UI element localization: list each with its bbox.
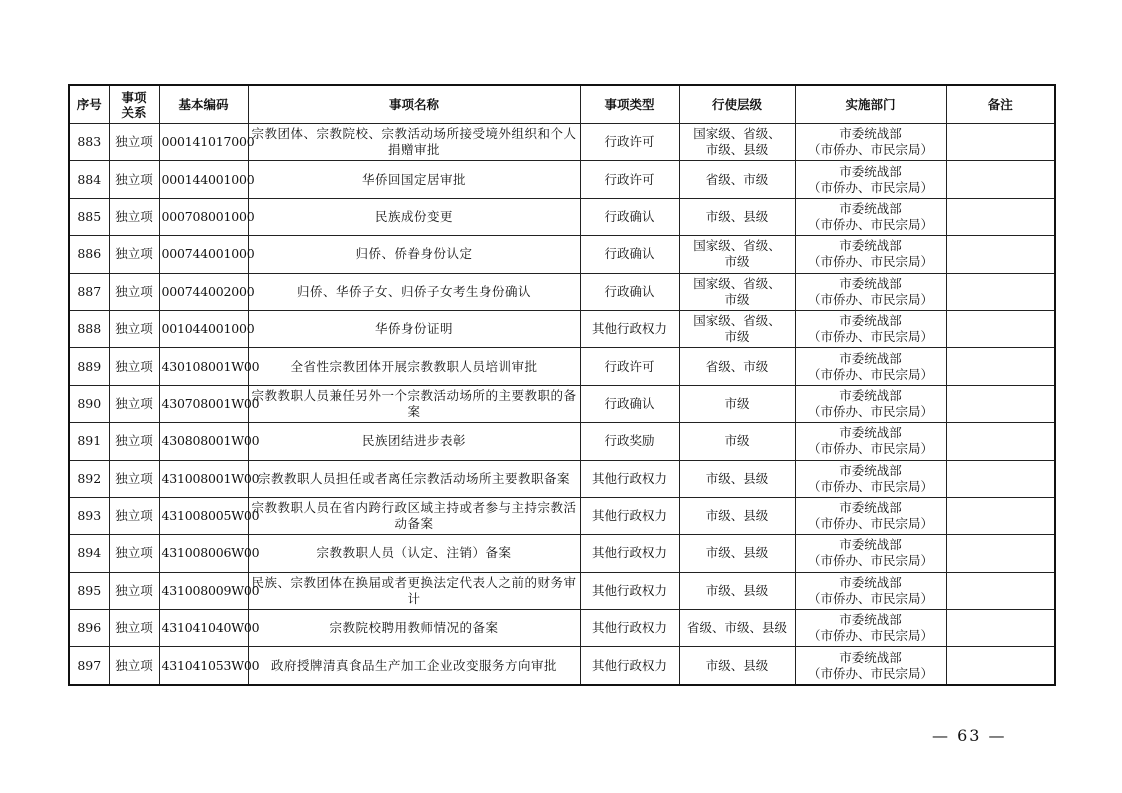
level-cell: 市级、县级	[679, 198, 795, 235]
code-cell: 001044001000	[159, 310, 248, 347]
level-cell: 省级、市级	[679, 348, 795, 385]
department-subname: （市侨办、市民宗局）	[807, 553, 933, 569]
item-name-cell: 民族团结进步表彰	[248, 423, 580, 460]
department-cell	[795, 348, 946, 385]
row-number: 893	[69, 497, 109, 534]
item-name-cell: 全省性宗教团体开展宗教教职人员培训审批	[248, 348, 580, 385]
department-subname: （市侨办、市民宗局）	[807, 254, 933, 270]
department-cell	[795, 273, 946, 310]
table-row	[69, 348, 1055, 385]
relation-cell: 独立项	[109, 460, 159, 497]
item-type-cell: 行政确认	[580, 198, 679, 235]
level-cell: 市级	[679, 385, 795, 422]
relation-cell: 独立项	[109, 610, 159, 647]
department-subname: （市侨办、市民宗局）	[807, 628, 933, 644]
item-type-cell: 其他行政权力	[580, 310, 679, 347]
table-header-row	[69, 85, 1055, 124]
level-cell: 市级	[679, 423, 795, 460]
department-cell	[795, 310, 946, 347]
department-name: 市委统战部	[839, 500, 902, 516]
note-cell	[946, 497, 1055, 534]
item-name-cell: 民族、宗教团体在换届或者更换法定代表人之前的财务审计	[248, 572, 580, 609]
department-name: 市委统战部	[839, 238, 902, 254]
note-cell	[946, 310, 1055, 347]
relation-cell: 独立项	[109, 423, 159, 460]
table-row	[69, 273, 1055, 310]
header-cell: 实施部门	[795, 85, 946, 124]
code-cell: 430708001W00	[159, 385, 248, 422]
department-subname: （市侨办、市民宗局）	[807, 216, 933, 232]
row-number: 887	[69, 273, 109, 310]
row-number: 883	[69, 124, 109, 161]
relation-cell: 独立项	[109, 647, 159, 685]
code-cell: 430108001W00	[159, 348, 248, 385]
level-cell: 国家级、省级、 市级	[679, 310, 795, 347]
relation-cell: 独立项	[109, 348, 159, 385]
item-type-cell: 行政确认	[580, 385, 679, 422]
item-type-cell: 行政奖励	[580, 423, 679, 460]
level-cell: 市级、县级	[679, 497, 795, 534]
code-cell: 431041053W00	[159, 647, 248, 685]
row-number: 892	[69, 460, 109, 497]
item-name-cell: 宗教教职人员担任或者离任宗教活动场所主要教职备案	[248, 460, 580, 497]
level-cell: 国家级、省级、 市级	[679, 236, 795, 273]
department-subname: （市侨办、市民宗局）	[807, 403, 933, 419]
level-cell: 省级、市级	[679, 161, 795, 198]
item-name-cell: 宗教院校聘用教师情况的备案	[248, 610, 580, 647]
item-name-cell: 宗教团体、宗教院校、宗教活动场所接受境外组织和个人捐赠审批	[248, 124, 580, 161]
department-cell	[795, 497, 946, 534]
table-row	[69, 161, 1055, 198]
row-number: 896	[69, 610, 109, 647]
department-subname: （市侨办、市民宗局）	[807, 665, 933, 681]
department-cell	[795, 161, 946, 198]
department-cell	[795, 423, 946, 460]
department-name: 市委统战部	[839, 612, 902, 628]
code-cell: 000744001000	[159, 236, 248, 273]
table-row	[69, 647, 1055, 685]
item-name-cell: 政府授牌清真食品生产加工企业改变服务方向审批	[248, 647, 580, 685]
level-cell: 市级、县级	[679, 647, 795, 685]
code-cell: 430808001W00	[159, 423, 248, 460]
department-name: 市委统战部	[839, 649, 902, 665]
department-name: 市委统战部	[839, 537, 902, 553]
item-type-cell: 其他行政权力	[580, 572, 679, 609]
item-type-cell: 行政许可	[580, 348, 679, 385]
department-subname: （市侨办、市民宗局）	[807, 142, 933, 158]
department-name: 市委统战部	[839, 574, 902, 590]
code-cell: 431041040W00	[159, 610, 248, 647]
code-cell: 000144001000	[159, 161, 248, 198]
item-name-cell: 华侨回国定居审批	[248, 161, 580, 198]
item-type-cell: 其他行政权力	[580, 535, 679, 572]
table-row	[69, 497, 1055, 534]
department-subname: （市侨办、市民宗局）	[807, 291, 933, 307]
note-cell	[946, 198, 1055, 235]
table-row	[69, 535, 1055, 572]
row-number: 888	[69, 310, 109, 347]
item-type-cell: 行政许可	[580, 124, 679, 161]
department-cell	[795, 460, 946, 497]
row-number: 890	[69, 385, 109, 422]
note-cell	[946, 236, 1055, 273]
code-cell: 431008006W00	[159, 535, 248, 572]
page-number: — 63 —	[932, 726, 1007, 745]
item-type-cell: 其他行政权力	[580, 610, 679, 647]
item-name-cell: 宗教教职人员（认定、注销）备案	[248, 535, 580, 572]
row-number: 889	[69, 348, 109, 385]
table-row	[69, 610, 1055, 647]
relation-cell: 独立项	[109, 310, 159, 347]
department-cell	[795, 124, 946, 161]
code-cell: 431008001W00	[159, 460, 248, 497]
department-subname: （市侨办、市民宗局）	[807, 366, 933, 382]
code-cell: 000708001000	[159, 198, 248, 235]
row-number: 895	[69, 572, 109, 609]
table-row	[69, 124, 1055, 161]
document-table-container	[68, 84, 1056, 686]
table-row	[69, 572, 1055, 609]
note-cell	[946, 385, 1055, 422]
level-cell: 省级、市级、县级	[679, 610, 795, 647]
department-name: 市委统战部	[839, 313, 902, 329]
item-name-cell: 宗教教职人员在省内跨行政区域主持或者参与主持宗教活动备案	[248, 497, 580, 534]
relation-cell: 独立项	[109, 198, 159, 235]
relation-cell: 独立项	[109, 535, 159, 572]
relation-cell: 独立项	[109, 273, 159, 310]
relation-cell: 独立项	[109, 497, 159, 534]
relation-cell: 独立项	[109, 161, 159, 198]
level-cell: 市级、县级	[679, 535, 795, 572]
item-name-cell: 民族成份变更	[248, 198, 580, 235]
relation-cell: 独立项	[109, 236, 159, 273]
header-cell: 序号	[69, 85, 109, 124]
department-subname: （市侨办、市民宗局）	[807, 441, 933, 457]
department-name: 市委统战部	[839, 387, 902, 403]
note-cell	[946, 161, 1055, 198]
item-name-cell: 宗教教职人员兼任另外一个宗教活动场所的主要教职的备案	[248, 385, 580, 422]
department-name: 市委统战部	[839, 163, 902, 179]
note-cell	[946, 535, 1055, 572]
header-cell: 事项名称	[248, 85, 580, 124]
header-cell: 行使层级	[679, 85, 795, 124]
item-type-cell: 其他行政权力	[580, 460, 679, 497]
relation-cell: 独立项	[109, 124, 159, 161]
table-body	[69, 124, 1055, 685]
note-cell	[946, 348, 1055, 385]
department-cell	[795, 647, 946, 685]
row-number: 885	[69, 198, 109, 235]
row-number: 891	[69, 423, 109, 460]
department-name: 市委统战部	[839, 126, 902, 142]
department-cell	[795, 572, 946, 609]
table-row	[69, 310, 1055, 347]
note-cell	[946, 460, 1055, 497]
department-name: 市委统战部	[839, 350, 902, 366]
item-name-cell: 归侨、侨眷身份认定	[248, 236, 580, 273]
header-cell: 事项 关系	[109, 85, 159, 124]
items-table	[68, 84, 1056, 686]
code-cell: 431008009W00	[159, 572, 248, 609]
row-number: 884	[69, 161, 109, 198]
item-type-cell: 行政确认	[580, 236, 679, 273]
department-subname: （市侨办、市民宗局）	[807, 590, 933, 606]
level-cell: 国家级、省级、 市级、县级	[679, 124, 795, 161]
row-number: 886	[69, 236, 109, 273]
note-cell	[946, 273, 1055, 310]
item-name-cell: 归侨、华侨子女、归侨子女考生身份确认	[248, 273, 580, 310]
note-cell	[946, 572, 1055, 609]
item-type-cell: 行政确认	[580, 273, 679, 310]
department-name: 市委统战部	[839, 462, 902, 478]
department-subname: （市侨办、市民宗局）	[807, 516, 933, 532]
note-cell	[946, 124, 1055, 161]
item-type-cell: 其他行政权力	[580, 647, 679, 685]
department-subname: （市侨办、市民宗局）	[807, 329, 933, 345]
note-cell	[946, 647, 1055, 685]
header-cell: 备注	[946, 85, 1055, 124]
level-cell: 市级、县级	[679, 572, 795, 609]
item-type-cell: 行政许可	[580, 161, 679, 198]
code-cell: 000141017000	[159, 124, 248, 161]
department-cell	[795, 236, 946, 273]
department-cell	[795, 385, 946, 422]
relation-cell: 独立项	[109, 572, 159, 609]
department-cell	[795, 198, 946, 235]
table-row	[69, 236, 1055, 273]
table-row	[69, 198, 1055, 235]
note-cell	[946, 610, 1055, 647]
department-subname: （市侨办、市民宗局）	[807, 179, 933, 195]
code-cell: 431008005W00	[159, 497, 248, 534]
department-subname: （市侨办、市民宗局）	[807, 478, 933, 494]
table-row	[69, 385, 1055, 422]
department-name: 市委统战部	[839, 275, 902, 291]
item-type-cell: 其他行政权力	[580, 497, 679, 534]
department-cell	[795, 535, 946, 572]
header-cell: 基本编码	[159, 85, 248, 124]
relation-cell: 独立项	[109, 385, 159, 422]
note-cell	[946, 423, 1055, 460]
row-number: 897	[69, 647, 109, 685]
row-number: 894	[69, 535, 109, 572]
code-cell: 000744002000	[159, 273, 248, 310]
item-name-cell: 华侨身份证明	[248, 310, 580, 347]
department-name: 市委统战部	[839, 200, 902, 216]
table-row	[69, 423, 1055, 460]
department-cell	[795, 610, 946, 647]
department-name: 市委统战部	[839, 425, 902, 441]
table-row	[69, 460, 1055, 497]
level-cell: 市级、县级	[679, 460, 795, 497]
level-cell: 国家级、省级、 市级	[679, 273, 795, 310]
header-cell: 事项类型	[580, 85, 679, 124]
